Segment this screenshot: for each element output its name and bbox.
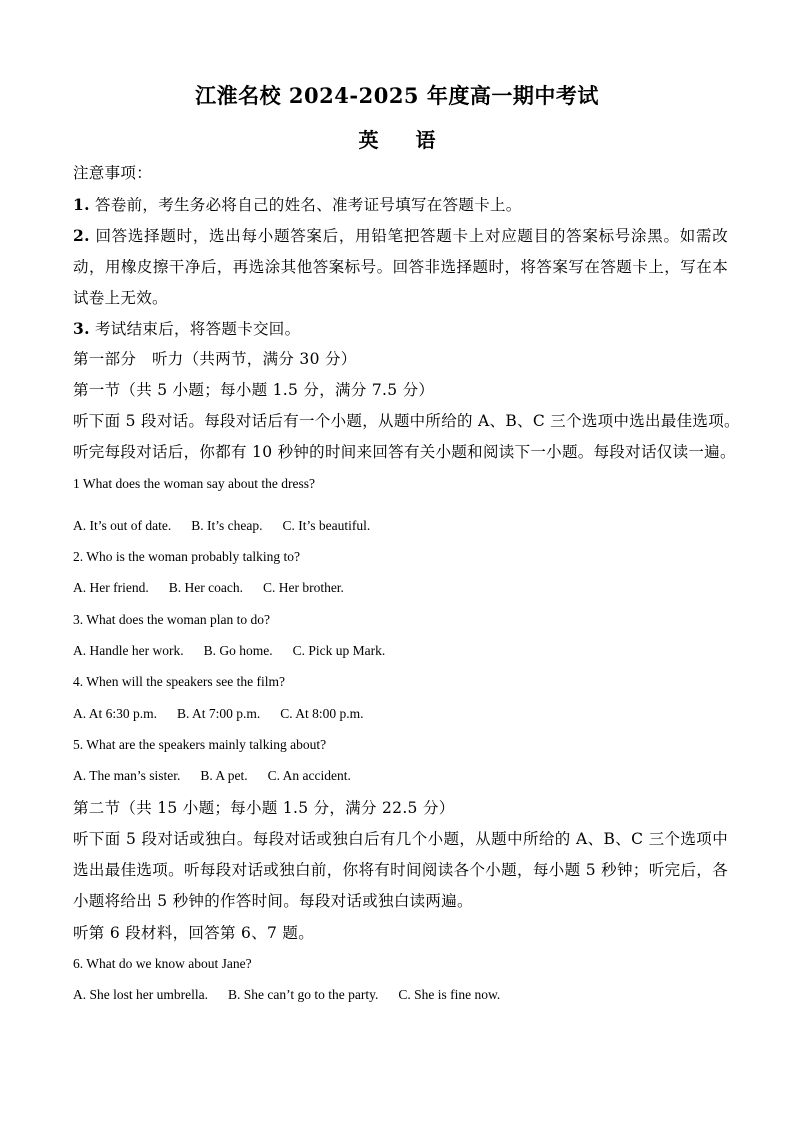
section1-heading: 第一节（共 5 小题；每小题 1.5 分，满分 7.5 分） — [73, 381, 435, 399]
section2-instruction: 听下面 5 段对话或独白。每段对话或独白后有几个小题，从题中所给的 A、B、C 三个选项中选出最佳选项。听每段对话或独白前，你将有时间阅读各个小题，每小题 5 秒钟；听完后，各小题将给出 5 秒钟的作答时间。每段对话或独白读两遍。 — [73, 830, 728, 910]
question-2: 2. Who is the woman probably talking to? — [73, 549, 300, 564]
option-a: A. Handle her work. — [73, 643, 184, 658]
notice-item-2 — [73, 220, 728, 314]
question-2-options — [73, 578, 728, 598]
option-c: C. She is fine now. — [398, 987, 501, 1002]
question-4-options — [73, 704, 728, 724]
option-c: C. It’s beautiful. — [282, 518, 371, 533]
question-5: 5. What are the speakers mainly talking about? — [73, 737, 327, 752]
option-c: C. At 8:00 p.m. — [280, 706, 364, 721]
notice-item-text: 答卷前，考生务必将自己的姓名、准考证号填写在答题卡上。 — [89, 196, 522, 214]
option-a: A. It’s out of date. — [73, 518, 172, 533]
question-4: 4. When will the speakers see the film? — [73, 674, 285, 689]
notice-item-text: 回答选择题时，选出每小题答案后，用铅笔把答题卡上对应题目的答案标号涂黑。如需改动，用橡皮擦干净后，再选涂其他答案标号。回答非选择题时，将答案写在答题卡上，写在本试卷上无效。 — [73, 227, 728, 307]
option-a: A. Her friend. — [73, 580, 149, 595]
option-a: A. The man’s sister. — [73, 768, 181, 783]
section1-instruction-line1: 听下面 5 段对话。每段对话后有一个小题，从题中所给的 A、B、C 三个选项中选出最佳选项。 — [73, 412, 740, 430]
material6-heading: 听第 6 段材料，回答第 6、7 题。 — [73, 924, 314, 942]
part1-heading: 第一部分 听力（共两节，满分 30 分） — [73, 350, 357, 368]
notice-item-3 — [73, 313, 728, 345]
option-b: B. Go home. — [203, 643, 273, 658]
option-c: C. An accident. — [267, 768, 351, 783]
option-b: B. It’s cheap. — [191, 518, 263, 533]
question-6: 6. What do we know about Jane? — [73, 956, 252, 971]
notice-item-number: 1. — [73, 195, 90, 214]
notice-item-number: 3. — [73, 319, 90, 338]
question-1: 1 What does the woman say about the dress? — [73, 476, 315, 491]
notice-item-text: 考试结束后，将答题卡交回。 — [89, 320, 301, 338]
question-1-options — [73, 516, 728, 536]
question-5-options — [73, 766, 728, 786]
option-a: A. At 6:30 p.m. — [73, 706, 158, 721]
option-a: A. She lost her umbrella. — [73, 987, 208, 1002]
notice-item-number: 2. — [73, 226, 90, 245]
notice-heading: 注意事项： — [73, 164, 153, 182]
section1-instruction-line2: 听完每段对话后，你都有 10 秒钟的时间来回答有关小题和阅读下一小题。每段对话仅读一遍。 — [73, 443, 736, 461]
question-6-options — [73, 985, 728, 1005]
notice-item-1 — [73, 189, 728, 221]
section2-heading: 第二节（共 15 小题；每小题 1.5 分，满分 22.5 分） — [73, 799, 455, 817]
option-b: B. At 7:00 p.m. — [177, 706, 261, 721]
question-3: 3. What does the woman plan to do? — [73, 612, 270, 627]
question-3-options — [73, 641, 728, 661]
option-b: B. Her coach. — [168, 580, 243, 595]
subject-title: 英 语 — [358, 128, 436, 152]
option-b: B. She can’t go to the party. — [227, 987, 379, 1002]
option-c: C. Pick up Mark. — [292, 643, 386, 658]
option-c: C. Her brother. — [262, 580, 344, 595]
exam-title: 江淮名校 2024-2025 年度高一期中考试 — [195, 83, 599, 108]
option-b: B. A pet. — [200, 768, 248, 783]
